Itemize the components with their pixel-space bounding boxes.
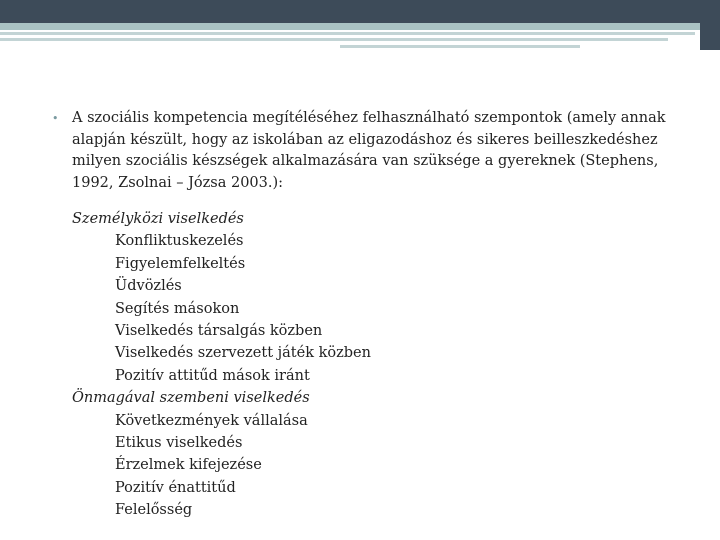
slide-content [52,108,692,522]
list-item: Viselkedés társalgás közben [115,323,323,340]
list-item: Segítés másokon [115,300,240,317]
group-title-self: Önmagával szembeni viselkedés [72,390,310,407]
list-item: Figyelemfelkeltés [115,255,246,272]
header-line-3 [340,45,580,48]
bullet-icon: • [52,112,59,125]
header-bar-dark [0,0,720,23]
competence-list [52,208,692,522]
list-item: Konfliktuskezelés [115,233,244,250]
list-item: Etikus viselkedés [115,435,243,452]
list-item: Viselkedés szervezett játék közben [115,345,371,362]
header-line-1 [0,32,695,35]
group-title-interpersonal: Személyközi viselkedés [72,211,244,227]
intro-paragraph [52,108,692,194]
list-item: Érzelmek kifejezése [115,457,262,474]
header-corner-block [700,0,720,50]
list-item: Pozitív énattitűd [115,479,236,496]
list-item: Felelősség [115,502,193,519]
header-line-2 [0,38,668,41]
header-bar-teal [0,23,700,30]
list-item: Üdvözlés [115,278,182,295]
list-item: Következmények vállalása [115,412,308,429]
intro-text: A szociális kompetencia megítéléséhez felhasználható szempontok (amely annak alapján készült, hogy az iskolában az eligazodáshoz és sikeres beilleszkedéshez milyen szociális készségek alkalmazására van szüksége a gyereknek (Stephens, 1992, Zsolnai – Józsa 2003.): [72,110,666,191]
list-item: Pozitív attitűd mások iránt [115,367,310,384]
